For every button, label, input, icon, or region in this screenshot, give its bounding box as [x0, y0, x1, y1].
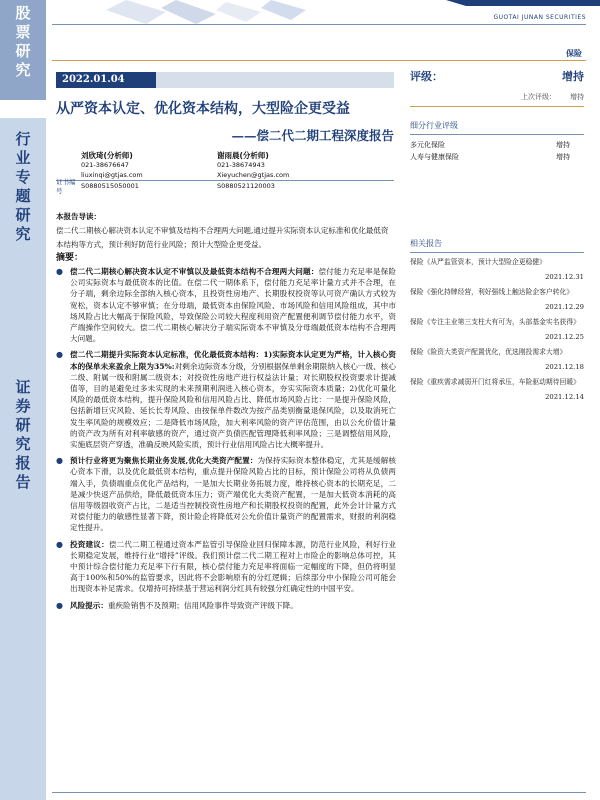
gold-divider — [52, 60, 586, 61]
bullet-icon: ● — [56, 456, 63, 466]
sidebar-securities-report: 证 券 研 究 报 告 — [15, 378, 31, 491]
sidebar-stock-research: 股 票 研 究 — [0, 0, 46, 100]
prev-rating-value: 增持 — [570, 93, 584, 101]
analyst-b-name: 谢雨晨(分析师) — [217, 150, 269, 160]
analyst-a-name: 刘欣琦(分析师) — [81, 150, 133, 160]
report-date: 2022.01.04 — [56, 72, 156, 88]
bullet-icon: ● — [56, 539, 63, 549]
related-report-date: 2021.12.25 — [545, 333, 584, 341]
bullet-icon: ● — [56, 350, 63, 360]
analyst-a-phone: 021-38676647 — [81, 161, 129, 169]
report-intro — [56, 210, 394, 252]
summary-bullet: ● 偿二代二期核心解决资本认定不审慎以及最低资本结构不合理两大问题：偿付能力充足率是保险公司实际资本与最低资本的比值。在偿二代一期体系下，偿付能力充足率计量方式并不合理，在分子端，剩余边际全部纳入核心资本，且投资性房地产、长期股权投资等认可资产确认方式较为宽松，资本认定不够审慎；在分母端，最低资本由保险风险、市场风险和信用风险组成，其中市场风险占比大幅高于保险风险，导致保险公司较大程度利用资产配置便利调节偿付能力水平，资产端操作空间较大。偿二代二期核心解决分子端实际资本不审慎及分母端最低资本结构不合理两大问题。 — [56, 267, 397, 344]
related-report-date: 2021.12.31 — [545, 273, 584, 281]
summary-title: 摘要： — [56, 253, 84, 263]
rating-divider — [410, 106, 584, 107]
footer-divider — [52, 792, 586, 793]
summary-bullets — [56, 266, 396, 616]
industry-ratings — [410, 120, 584, 163]
date-bar — [156, 72, 394, 88]
prev-rating-label: 上次评级： — [521, 93, 556, 101]
summary-bullet: ● 偿二代二期提升实际资本认定标准，优化最低资本结构：1)实际资本认定更为严格，计入核心资本的保单未来盈余上限为35%:对剩余边际资本分级，分别根据保单剩余期限纳入核心一级、核心二级、附属一级和附属二级资本；对投资性房地产进行权益法计量；对长期股权投资要求计提减值等，目的是避免过多未实现的未来预期利润进入核心资本，夯实实际资本质量；2)优化可量化风险的最低资本结构，提升保险风险和信用风险占比、降低市场风险占比：一是提升保险风险，包括新增巨灾风险、延长长寿风险、由按保单件数改为按产品类别衡量退保风险，以及取消死亡发生率风险的规模效应；二是降低市场风险，加大利率风险的资产评估范围，由以公允价值计量的资产改为所有对利率敏感的资产，通过资产负债匹配管理降低利率风险；三是调整信用风险，实施底层资产穿透，准确反映风险实质，预计行业信用风险占比大概率提升。 — [56, 350, 396, 450]
sidebar-industry-topic: 行 业 专 题 研 究 — [15, 130, 31, 243]
related-reports — [410, 238, 584, 407]
summary-bullet: ● 风险提示：重疾险销售不及预期；信用风险事件导致资产评级下降。 — [56, 600, 298, 610]
industry-title: 细分行业评级 — [410, 121, 458, 130]
rating-box — [410, 68, 584, 107]
brand-name: GUOTAI JUNAN SECURITIES — [493, 14, 586, 21]
related-report-link[interactable]: 保险《强化持牌经营，利好强线上触达险企客户转化》 — [410, 288, 574, 296]
intro-label: 本报告导读： — [56, 212, 101, 221]
report-title: 从严资本认定、优化资本结构，大型险企更受益 — [56, 101, 350, 117]
analyst-b-cert: S0880521120003 — [217, 181, 275, 190]
sidebar — [0, 0, 46, 800]
related-title: 相关报告 — [410, 239, 442, 248]
analyst-a-email[interactable]: liuxinqi@gtjas.com — [81, 171, 143, 179]
summary-bullet: ● 投资建议：偿二代二期工程通过资本严监管引导保险业回归保障本源，防范行业风险，利好行业长期稳定发展，维持行业“增持”评级。我们预计偿二代二期工程对上市险企的影响总体可控，其中预计综合偿付能力充足率下行有限，核心偿付能力充足率将面临一定幅度的下降，但仍将明显高于100%和50%的监管要求，因此将不会影响原有的分红逻辑；后续部分中小保险公司可能会出现资本补足需求。仅增持可持续基于营运利润分红具有较强分红确定性的中国平安。 — [56, 539, 397, 594]
report-subtitle: ——偿二代二期工程深度报告 — [231, 128, 394, 143]
sidebar-divider — [0, 100, 46, 118]
analyst-block — [56, 150, 394, 195]
cert-label: 证书编号 — [56, 177, 76, 195]
intro-text: 偿二代二期核心解决资本认定不审慎及结构不合理两大问题,通过提升实际资本认定标准和优化最低资本结构等方式，预计利好防范行业风险；预计大型险企更受益。 — [56, 226, 389, 249]
analyst-a-cert: S0880515050001 — [81, 181, 139, 190]
analyst-b-email[interactable]: Xieyuchen@gtjas.com — [217, 171, 290, 179]
related-report-date: 2021.12.14 — [545, 393, 584, 401]
header-divider — [52, 24, 586, 25]
summary-bullet: ● 预计行业将更为聚焦长期业务发展,优化大类资产配置：为保持实际资本整体稳定，尤其是缓解核心资本下滑，以及优化最低资本结构，重点提升保险风险占比的目标，预计保险公司将从负债两端入手，负债端重点优化产品结构，一是加大长期业务拓展力度，维持核心资本的长期充足，二是减少快返产品供给，降低最低资本压力；资产端优化大类资产配置，一是加大低资本消耗的高信用等级固收资产占比，二是适当控制投资性房地产和长期股权投资的配置，此外会计计量方式对偿付能力的敏感性显著下降，预计险企将降低对公允价值计量资产的配置需求，财报的利润稳定性提升。 — [56, 456, 396, 533]
rating-value: 增持 — [562, 70, 584, 83]
report-category: 保险 — [566, 48, 582, 58]
industry-row: 人寿与健康保险 增持 — [410, 153, 570, 161]
related-report-link[interactable]: 保险《重疾需求减弱开门红将承压，车险驱动期待回暖》 — [410, 378, 580, 386]
related-report-link[interactable]: 保险《从严监管资本，预计大型险企更稳健》 — [410, 258, 546, 266]
analyst-b-phone: 021-38674943 — [217, 161, 265, 169]
bullet-icon: ● — [56, 267, 63, 276]
related-report-link[interactable]: 保险《专注主业第三支柱大有可为，头部基金实名获得》 — [410, 318, 580, 326]
industry-row: 多元化保险 增持 — [410, 141, 570, 149]
related-report-date: 2021.12.29 — [545, 303, 584, 311]
related-report-link[interactable]: 保险《险资大类资产配置优化，优选刚投需求大增》 — [410, 348, 567, 356]
bullet-icon: ● — [56, 600, 63, 610]
related-report-date: 2021.12.18 — [545, 363, 584, 371]
rating-label: 评级： — [410, 70, 443, 83]
